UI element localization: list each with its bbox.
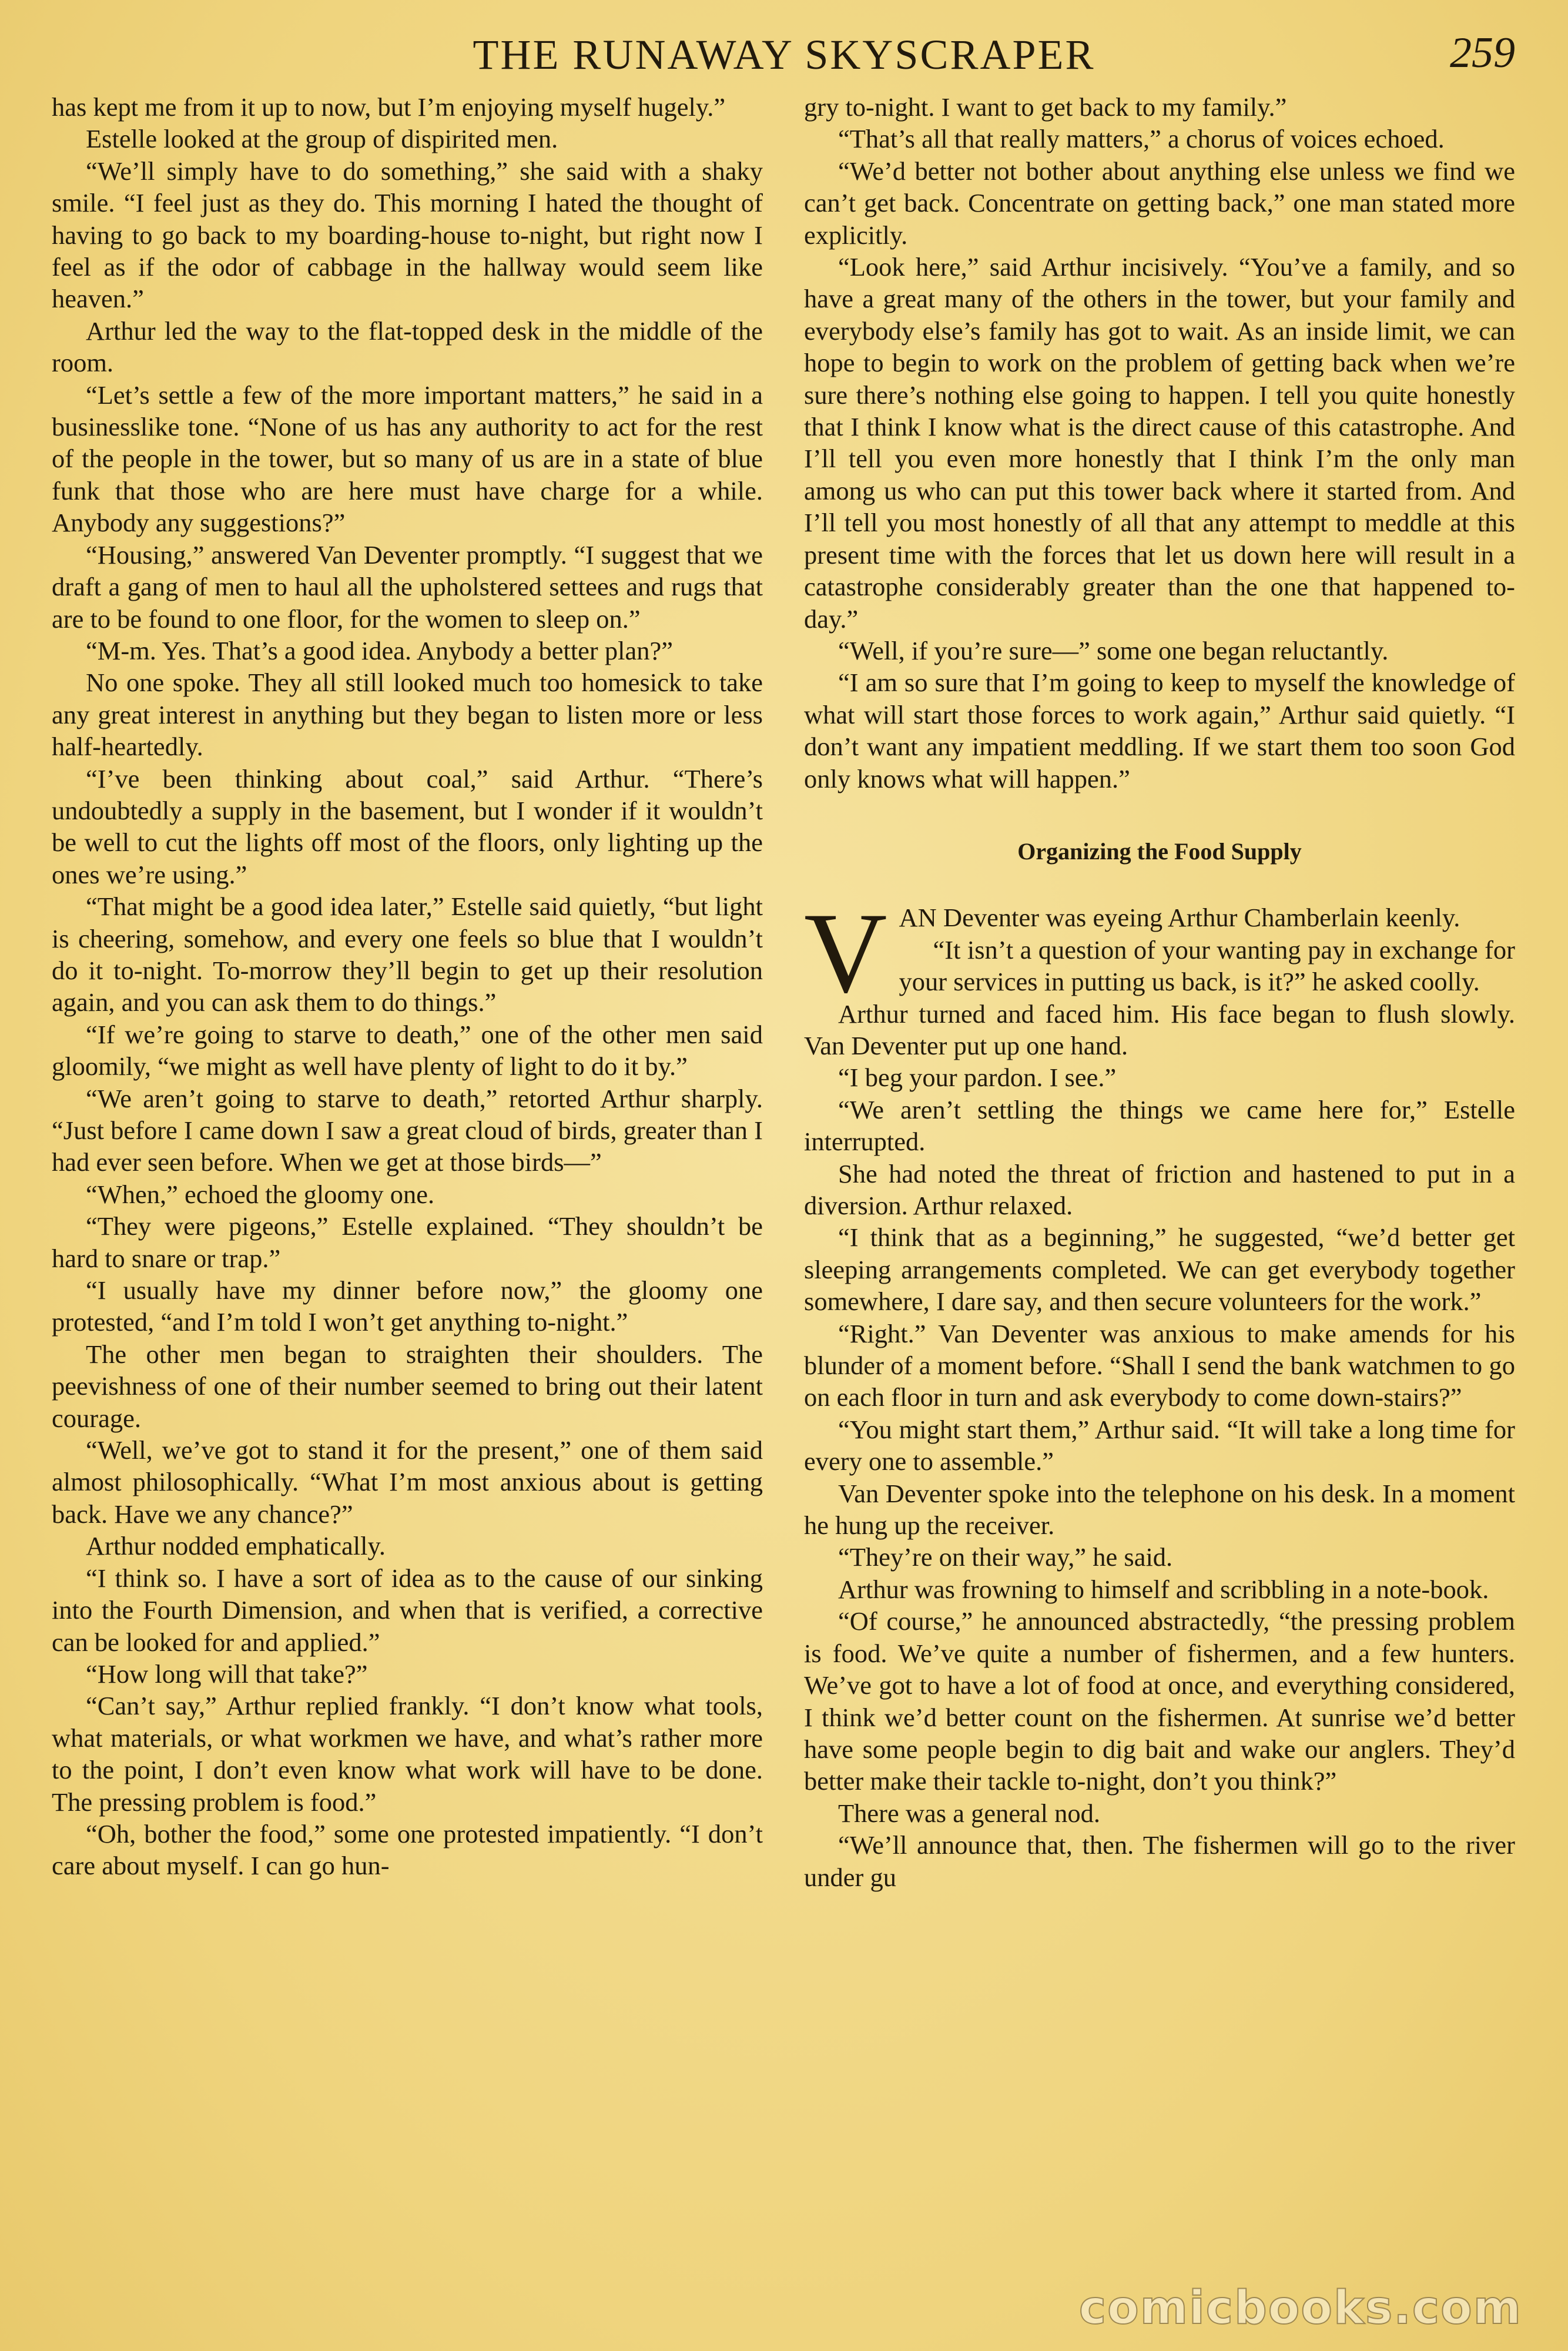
page-header: [47, 24, 1521, 88]
paragraph: “I think so. I have a sort of idea as to the cause of our sinking into the Fourth Dimension, and when that is verified, a corrective can be looked for and applied.”: [52, 1563, 763, 1657]
paragraph: gry to-night. I want to get back to my family.”: [804, 92, 1287, 122]
paragraph: “It isn’t a question of your wanting pay in exchange for your services in putting us back, is it?” he asked coolly.: [899, 935, 1515, 997]
paragraph: “We aren’t settling the things we came here for,” Estelle interrupted.: [804, 1094, 1515, 1157]
paragraph: “We’ll announce that, then. The fishermen will go to the river under gu: [804, 1830, 1515, 1892]
paragraph: “They were pigeons,” Estelle explained. “They shouldn’t be hard to snare or trap.”: [52, 1211, 763, 1273]
paragraph: “I think that as a beginning,” he suggested, “we’d better get sleeping arrangements completed. We can get everybody together somewhere, I dare say, and then secure volunteers for the work.”: [804, 1223, 1515, 1317]
paragraph: Arthur led the way to the flat-topped desk in the middle of the room.: [52, 316, 763, 378]
paragraph: Arthur turned and faced him. His face began to flush slowly. Van Deventer put up one hand.: [804, 999, 1515, 1060]
paragraph: There was a general nod.: [838, 1798, 1101, 1828]
paragraph: has kept me from it up to now, but I’m enjoying myself hugely.”: [52, 92, 726, 122]
paragraph: Estelle looked at the group of dispirited men.: [86, 124, 558, 154]
paragraph: Van Deventer spoke into the telephone on his desk. In a moment he hung up the receiver.: [804, 1478, 1515, 1540]
paragraph: “Let’s settle a few of the more important matters,” he said in a businesslike tone. “None of us has any authority to act for the rest of the people in the tower, but so many of us are in a state of blue funk that those who are here must have charge for a while. Anybody any suggestions?”: [52, 380, 763, 538]
paragraph: Arthur nodded emphatically.: [86, 1531, 386, 1561]
paragraph: “I’ve been thinking about coal,” said Arthur. “There’s undoubtedly a supply in the basement, but I wonder if it wouldn’t be well to cut the lights off most of the floors, only lighting up the ones we’re using.”: [52, 763, 763, 889]
page-number: 259: [1450, 29, 1515, 77]
right-column: [804, 91, 1515, 2342]
paragraph: “Well, we’ve got to stand it for the present,” one of them said almost philosophically. “What I’m most anxious about is getting back. Have we any chance?”: [52, 1435, 763, 1529]
paragraph: “You might start them,” Arthur said. “It will take a long time for every one to assemble.”: [804, 1414, 1515, 1476]
paragraph: “That might be a good idea later,” Estelle said quietly, “but light is cheering, somehow, and every one feels so blue that I wouldn’t do it to-night. To-morrow they’ll begin to get up their resolution again, and you can ask them to do things.”: [52, 892, 763, 1017]
paragraph: “That’s all that really matters,” a chorus of voices echoed.: [838, 124, 1445, 154]
paragraph: “We aren’t going to starve to death,” retorted Arthur sharply. “Just before I came down I saw a great cloud of birds, greater than I had ever seen before. When we get at those birds—”: [52, 1083, 763, 1177]
drop-cap-rest: AN Deventer was eyeing Arthur Chamberlain keenly.: [899, 903, 1460, 933]
paragraph: “M-m. Yes. That’s a good idea. Anybody a better plan?”: [86, 635, 673, 665]
paragraph: “Right.” Van Deventer was anxious to make amends for his blunder of a moment before. “Shall I send the bank watchmen to go on each floor in turn and ask everybody to come down-stairs?”: [804, 1318, 1515, 1412]
paragraph: “How long will that take?”: [86, 1659, 368, 1689]
left-column: [52, 91, 763, 2342]
paragraph: “They’re on their way,” he said.: [838, 1542, 1173, 1572]
paragraph: “I beg your pardon. I see.”: [838, 1063, 1117, 1093]
paragraph: “We’ll simply have to do something,” she said with a shaky smile. “I feel just as they do. This morning I hated the thought of having to go back to my boarding-house to-night, but right now I feel as if the odor of cabbage in the hallway would seem like heaven.”: [52, 156, 763, 314]
paragraph: “Oh, bother the food,” some one protested impatiently. “I don’t care about myself. I can go hun-: [52, 1818, 763, 1881]
paragraph: “Can’t say,” Arthur replied frankly. “I don’t know what tools, what materials, or what workmen we have, and what’s rather more to the point, I don’t even know what work will have to be done. The pressing problem is food.”: [52, 1691, 763, 1817]
paragraph: No one spoke. They all still looked much too homesick to take any great interest in anything but they began to listen more or less half-heartedly.: [52, 668, 763, 762]
paragraph: “We’d better not bother about anything else unless we find we can’t get back. Concentrate on getting back,” one man stated more explicitly.: [804, 156, 1515, 250]
paragraph: The other men began to straighten their shoulders. The peevishness of one of their number seemed to bring out their latent courage.: [52, 1339, 763, 1433]
paragraph: She had noted the threat of friction and hastened to put in a diversion. Arthur relaxed.: [804, 1158, 1515, 1220]
paragraph: “I am so sure that I’m going to keep to myself the knowledge of what will start those forces to work again,” Arthur said quietly. “I don’t want any impatient meddling. If we start them too soon God only knows what will happen.”: [804, 668, 1515, 793]
drop-cap: V: [804, 889, 887, 1017]
watermark: comicbooks.com: [1078, 2282, 1522, 2335]
running-title: THE RUNAWAY SKYSCRAPER: [473, 31, 1095, 78]
paragraph: “Look here,” said Arthur incisively. “You’ve a family, and so have a great many of the others in the tower, but your family and everybody else’s family has got to wait. As an inside limit, we can hope to begin to work on the problem of getting back when we’re sure there’s nothing else going to happen. I tell you quite honestly that I think I know what is the direct cause of this catastrophe. And I’ll tell you even more honestly that I think I’m the only man among us who can put this tower back where it started from. And I’ll tell you most honestly of all that any attempt to meddle at this present time with the forces that let us down here will result in a catastrophe considerably greater than the one that happened to-day.”: [804, 252, 1515, 634]
paragraph: “Of course,” he announced abstractedly, “the pressing problem is food. We’ve quite a number of fishermen, and a few hunters. We’ve got to have a lot of food at once, and everything considered, I think we’d better count on the fishermen. At sunrise we’d better have some people begin to dig bait and wake our anglers. They’d better make their tackle to-night, don’t you think?”: [804, 1606, 1515, 1796]
paragraph: “Well, if you’re sure—” some one began reluctantly.: [838, 635, 1389, 665]
paragraph: “If we’re going to starve to death,” one of the other men said gloomily, “we might as well have plenty of light to do it by.”: [52, 1019, 763, 1081]
section-subheading: Organizing the Food Supply: [1017, 838, 1302, 865]
paragraph: “I usually have my dinner before now,” the gloomy one protested, “and I’m told I won’t get anything to-night.”: [52, 1275, 763, 1337]
paragraph: “When,” echoed the gloomy one.: [86, 1179, 435, 1209]
paragraph: Arthur was frowning to himself and scribbling in a note-book.: [838, 1574, 1489, 1604]
paragraph: “Housing,” answered Van Deventer promptly. “I suggest that we draft a gang of men to haul all the upholstered settees and rugs that are to be found to one floor, for the women to sleep on.”: [52, 540, 763, 634]
